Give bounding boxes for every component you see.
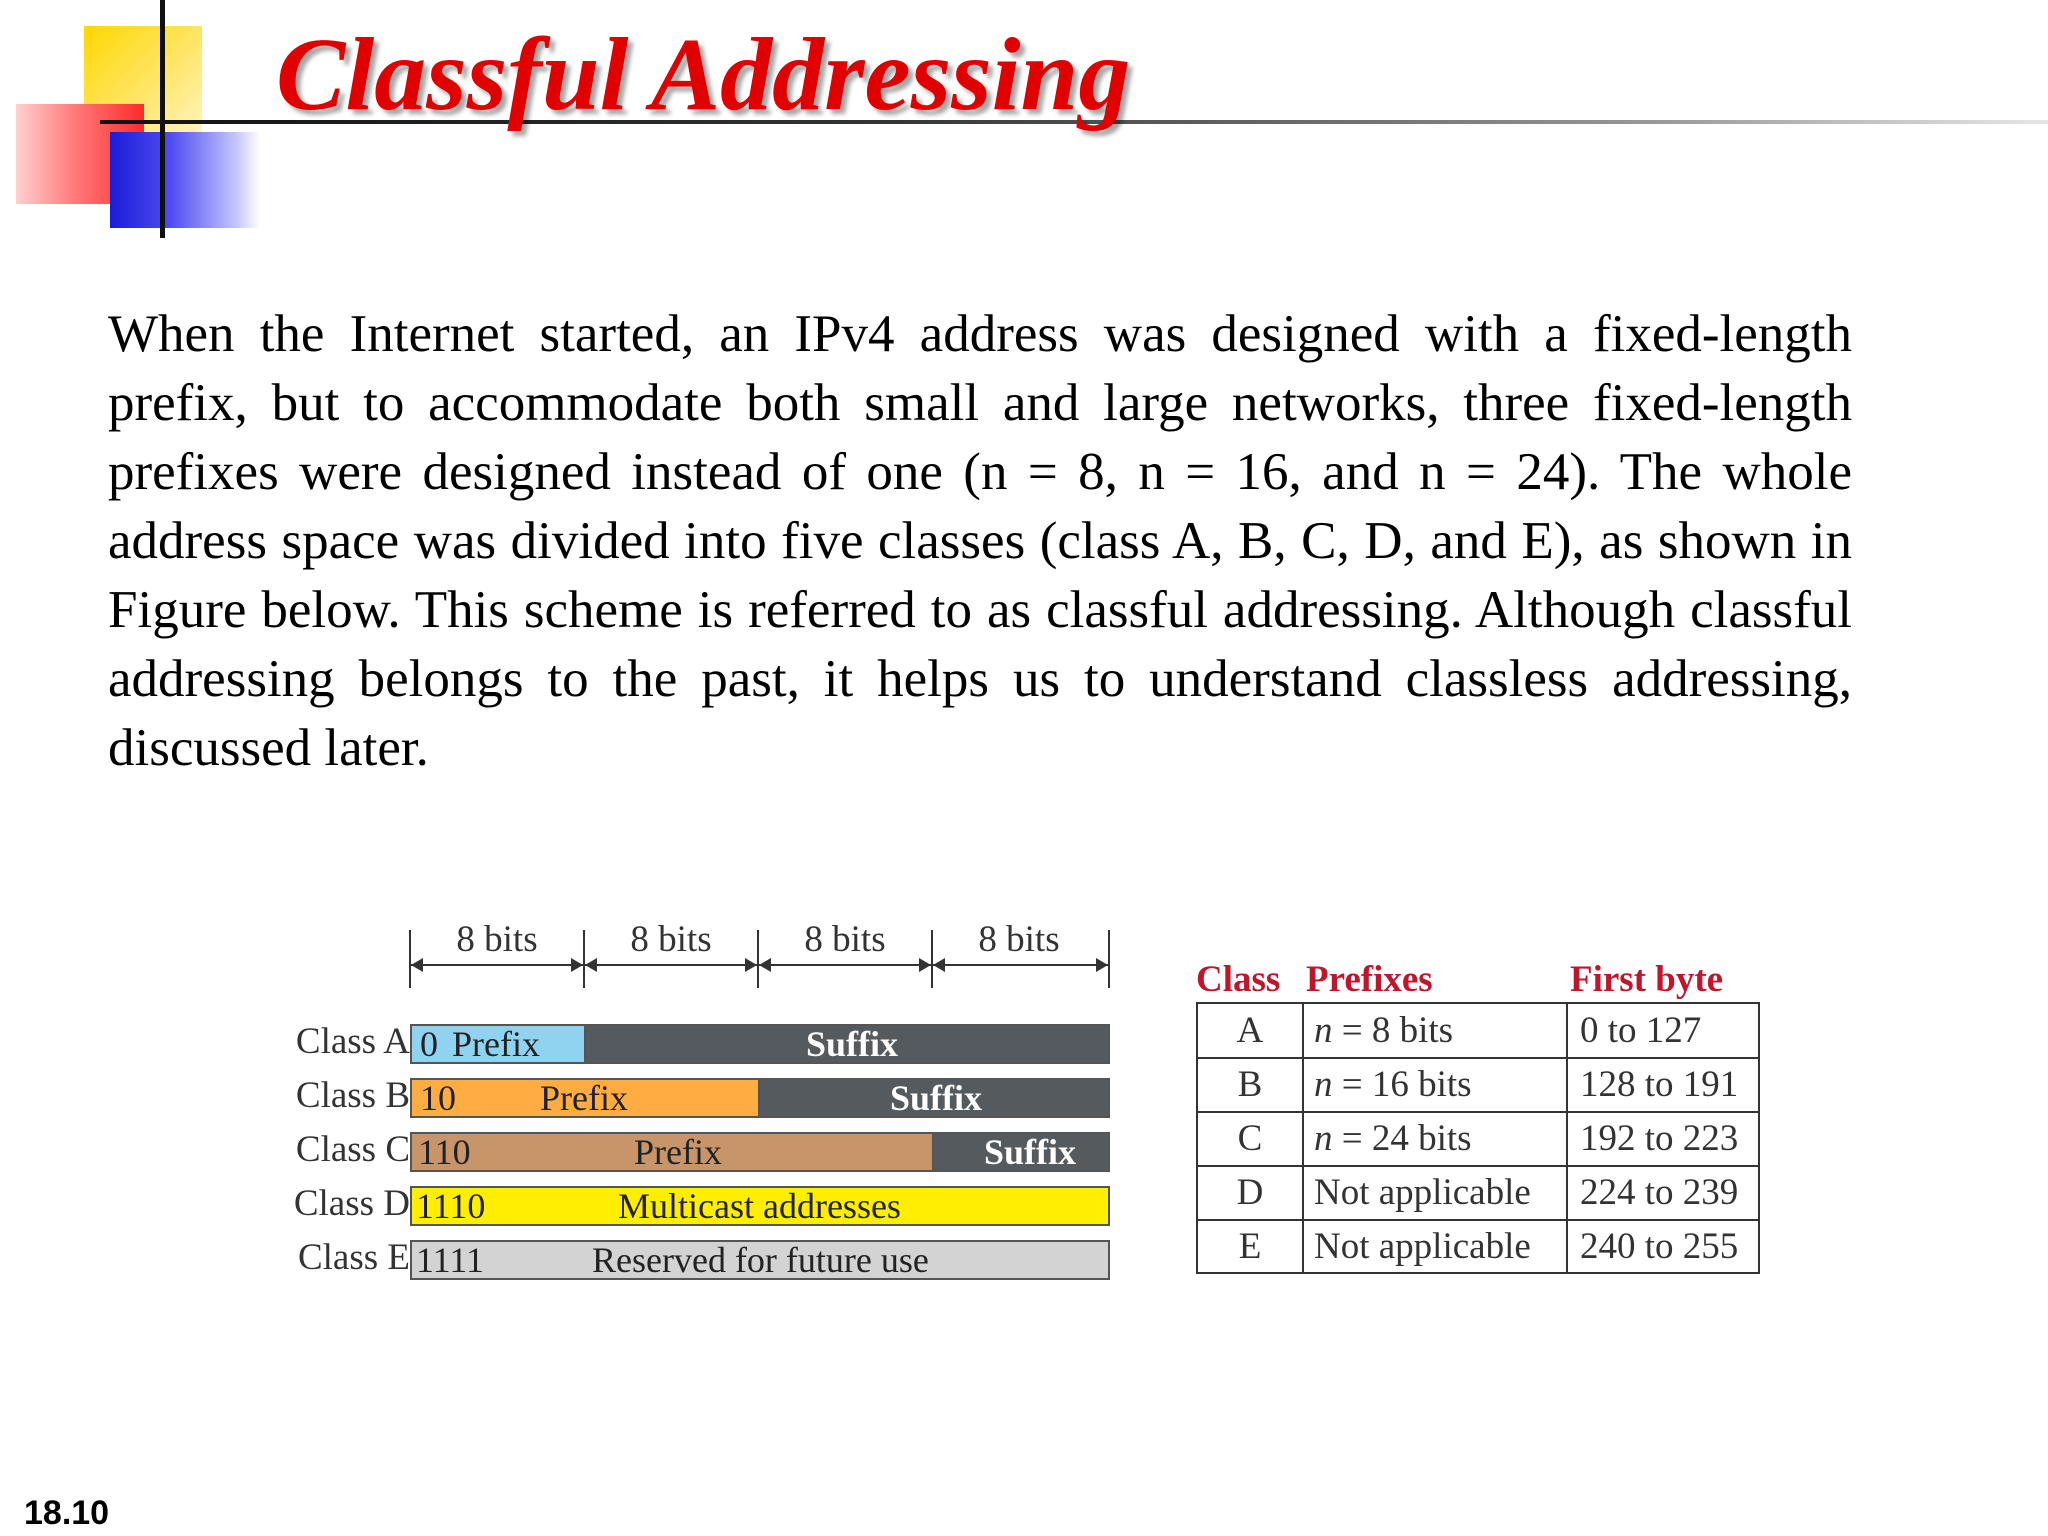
address-class-diagram xyxy=(270,900,1130,1300)
class-d-label: Class D xyxy=(293,1183,410,1224)
bits-arrow xyxy=(759,964,931,966)
slide-number: 18.10 xyxy=(24,1494,110,1532)
corner-blue-square xyxy=(110,132,260,228)
class-a-prefix-segment xyxy=(412,1026,586,1062)
class-d-text: Multicast addresses xyxy=(618,1186,901,1226)
class-e-lead-bits: 1111 xyxy=(416,1240,484,1280)
class-b-bar xyxy=(410,1078,1110,1118)
class-b-lead-bits: 10 xyxy=(420,1078,456,1118)
bits-label-1: 8 bits xyxy=(456,919,538,960)
table-header-first-byte: First byte xyxy=(1570,959,1724,1000)
class-b-label: Class B xyxy=(295,1075,410,1116)
class-e-bar xyxy=(410,1240,1110,1280)
class-c-label: Class C xyxy=(295,1129,410,1170)
class-d-bar xyxy=(410,1186,1110,1226)
bits-arrow xyxy=(585,964,757,966)
bits-tick xyxy=(1108,930,1110,988)
class-b-suffix-text: Suffix xyxy=(890,1078,983,1118)
table-cell-prefix: Not applicable xyxy=(1314,1172,1531,1213)
bits-label-3: 8 bits xyxy=(804,919,886,960)
class-b-suffix-segment xyxy=(760,1080,1108,1116)
class-d-lead-bits: 1110 xyxy=(416,1186,486,1226)
table-col-divider xyxy=(1302,1004,1304,1272)
table-cell-prefix xyxy=(1314,1004,1453,1058)
bits-arrow xyxy=(933,964,1108,966)
class-b-prefix-segment xyxy=(412,1080,760,1116)
table-cell-class: A xyxy=(1236,1010,1264,1051)
class-a-suffix-text: Suffix xyxy=(806,1024,899,1064)
prefix-length: = 16 bits xyxy=(1332,1064,1472,1105)
body-paragraph: When the Internet started, an IPv4 address was designed with a fixed-length prefix, but to accommodate both small and large networks, three fixed-length prefixes were designed instead of one (n = 8, n = 16, and n = 24). The whole address space was divided into five classes (class A, B, C, D, and E), as shown in Figure below. This scheme is referred to as classful addressing. Although classful addressing belongs to the past, it helps us to understand classless addressing, discussed later. xyxy=(108,305,1852,777)
table-cell-class: B xyxy=(1237,1064,1263,1105)
table-cell-first-byte: 0 to 127 xyxy=(1580,1010,1702,1051)
table-cell-first-byte: 240 to 255 xyxy=(1580,1226,1739,1267)
class-a-lead-bits: 0 xyxy=(420,1024,438,1064)
table-cell-prefix xyxy=(1314,1112,1472,1166)
class-c-bar xyxy=(410,1132,1110,1172)
corner-vertical-line xyxy=(160,0,165,238)
table-cell-first-byte: 192 to 223 xyxy=(1580,1118,1739,1159)
class-c-suffix-segment xyxy=(934,1134,1108,1170)
table-header-class: Class xyxy=(1196,959,1281,1000)
bits-arrow xyxy=(411,964,583,966)
class-c-prefix-segment xyxy=(412,1134,934,1170)
n-variable: n xyxy=(1314,1118,1333,1159)
table-cell-class: E xyxy=(1238,1226,1262,1267)
n-variable: n xyxy=(1314,1010,1333,1051)
table-header-prefixes: Prefixes xyxy=(1306,959,1433,1000)
class-e-label: Class E xyxy=(297,1237,410,1278)
table-cell-class: D xyxy=(1236,1172,1264,1213)
class-a-suffix-segment xyxy=(586,1026,1108,1062)
class-c-suffix-text: Suffix xyxy=(984,1132,1077,1172)
class-a-bar xyxy=(410,1024,1110,1064)
class-c-lead-bits: 110 xyxy=(418,1132,471,1172)
class-c-prefix-text: Prefix xyxy=(634,1132,722,1172)
bits-label-2: 8 bits xyxy=(630,919,712,960)
class-e-text: Reserved for future use xyxy=(592,1240,929,1280)
table-cell-prefix: Not applicable xyxy=(1314,1226,1531,1267)
prefix-length: = 24 bits xyxy=(1332,1118,1472,1159)
table-grid xyxy=(1196,1002,1760,1274)
class-a-prefix-text: Prefix xyxy=(452,1024,540,1064)
table-col-divider xyxy=(1566,1004,1568,1272)
class-b-prefix-text: Prefix xyxy=(540,1078,628,1118)
prefix-length: = 8 bits xyxy=(1332,1010,1454,1051)
table-cell-first-byte: 224 to 239 xyxy=(1580,1172,1739,1213)
table-cell-first-byte: 128 to 191 xyxy=(1580,1064,1739,1105)
slide-title: Classful Addressing xyxy=(276,17,1131,132)
table-cell-prefix xyxy=(1314,1058,1472,1112)
table-cell-class: C xyxy=(1237,1118,1263,1159)
bits-label-4: 8 bits xyxy=(978,919,1060,960)
class-a-label: Class A xyxy=(295,1021,410,1062)
n-variable: n xyxy=(1314,1064,1333,1105)
